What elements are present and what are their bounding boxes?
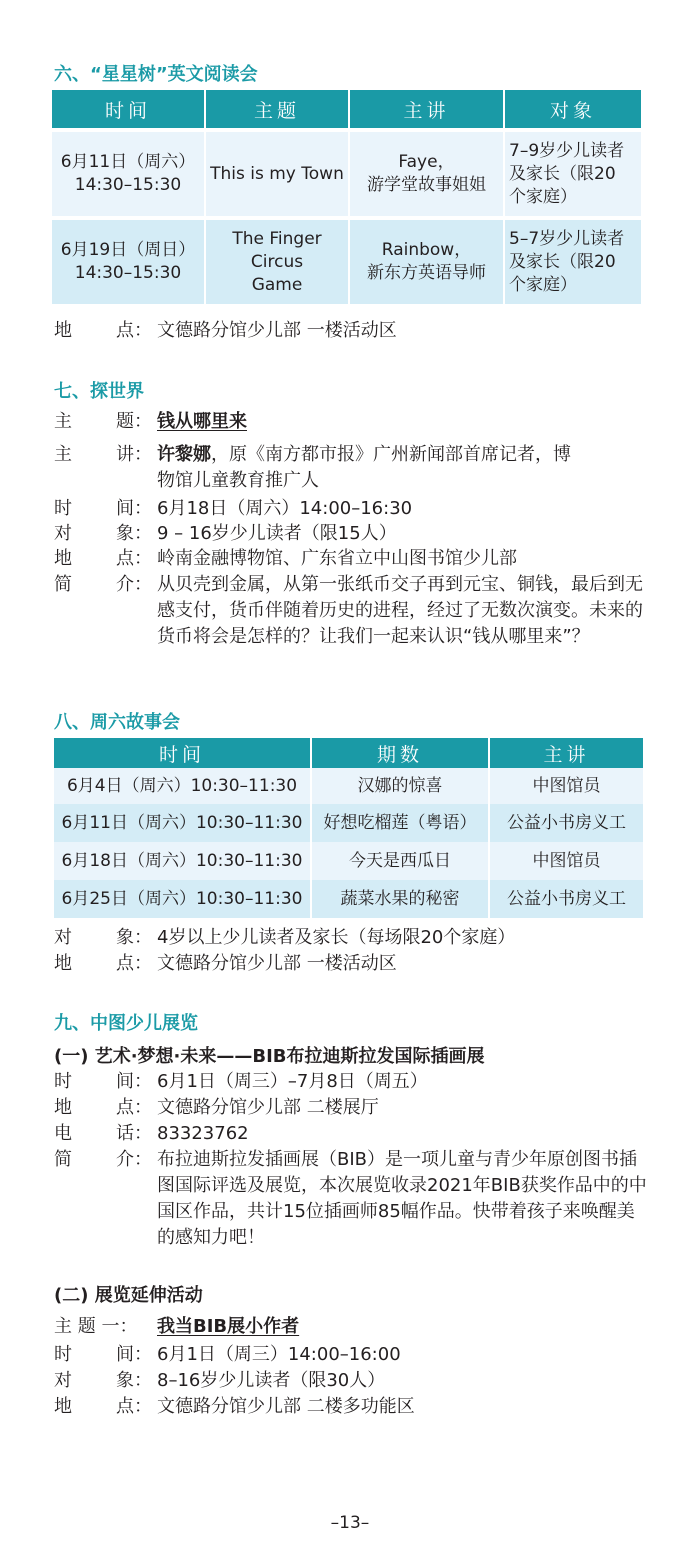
section-7-title: 七、探世界: [54, 381, 144, 402]
cell-speaker: 中图馆员: [490, 842, 643, 880]
location-value: 岭南金融博物馆、广东省立中山图书馆少儿部: [157, 548, 517, 569]
cell-topic: This is my Town: [206, 132, 348, 216]
table-row: [54, 804, 643, 842]
cell-issue: 蔬菜水果的秘密: [312, 880, 488, 918]
cell-audience-line: 及家长（限20: [509, 163, 616, 184]
cell-time: 6月18日（周六）10:30–11:30: [54, 842, 310, 880]
label-char: 地: [54, 320, 72, 341]
english-reading-table: [50, 90, 643, 304]
speaker-desc: ，原《南方都市报》广州新闻部首席记者，博: [211, 444, 571, 465]
col-header-time: 时间: [54, 738, 310, 768]
theme-value: 我当BIB展小作者: [157, 1316, 300, 1337]
cell-issue: 汉娜的惊喜: [312, 768, 488, 804]
cell-time-date: 6月11日（周六）: [60, 152, 196, 172]
cell-speaker-name: Faye，: [398, 152, 455, 172]
cell-speaker-role: 新东方英语导师: [367, 263, 486, 283]
cell-audience: [505, 132, 641, 216]
location-value: 文德路分馆少儿部 二楼展厅: [157, 1097, 379, 1118]
section-8-title: 八、周六故事会: [54, 712, 180, 733]
col-header-topic: 主题: [206, 90, 348, 128]
section-6-title: 六、“星星树”英文阅读会: [54, 64, 258, 85]
table-row: [54, 842, 643, 880]
cell-time: [52, 132, 204, 216]
audience-value: 9 – 16岁少儿读者（限15人）: [157, 523, 397, 544]
cell-issue: 今天是西瓜日: [312, 842, 488, 880]
location-value: 文德路分馆少儿部 一楼活动区: [157, 953, 397, 974]
col-header-speaker: 主讲: [350, 90, 503, 128]
s7-intro-text: 从贝壳到金属，从第一张纸币交子再到元宝、铜钱，最后到无感支付，货币伴随着历史的进程，经过了无数次演变。未来的货币将会是怎样的？让我们一起来认识“钱从哪里来”？: [157, 574, 643, 647]
col-header-issue: 期数: [312, 738, 488, 768]
table-row: [52, 132, 641, 216]
story-time-table: [52, 738, 645, 918]
location-value: 文德路分馆少儿部 二楼多功能区: [157, 1396, 415, 1417]
theme-label: 主 题 一：: [54, 1316, 138, 1337]
col-header-speaker: 主讲: [490, 738, 643, 768]
cell-audience-line: 个家庭）: [509, 274, 577, 295]
cell-topic-line: The Finger Circus: [232, 228, 322, 272]
col-header-time: 时间: [52, 90, 204, 128]
speaker-name: 许黎娜: [157, 444, 211, 465]
exhibition-subtitle: (一) 艺术·梦想·未来——BIB布拉迪斯拉发国际插画展: [54, 1046, 485, 1067]
cell-time: 6月4日（周六）10:30–11:30: [54, 768, 310, 804]
topic-value: 钱从哪里来: [157, 411, 247, 432]
page-number: –13–: [330, 1513, 370, 1533]
cell-time: [52, 220, 204, 304]
cell-issue: 好想吃榴莲（粤语）: [312, 804, 488, 842]
cell-audience-line: 及家长（限20: [509, 251, 616, 272]
label-char: 点：: [116, 320, 152, 341]
cell-speaker: 中图馆员: [490, 768, 643, 804]
cell-audience: [505, 220, 641, 304]
cell-time-date: 6月19日（周日）: [60, 240, 196, 260]
cell-speaker: [350, 220, 503, 304]
audience-value: 8–16岁少儿读者（限30人）: [157, 1370, 386, 1391]
s9-intro-text: 布拉迪斯拉发插画展（BIB）是一项儿童与青少年原创图书插图国际评选及展览，本次展览收录2021年BIB获奖作品中的中国区作品，共计15位插画师85幅作品。快带着孩子来唤醒美的感知力吧！: [157, 1149, 647, 1248]
cell-audience-line: 个家庭）: [509, 186, 577, 207]
cell-audience-line: 5–7岁少儿读者: [509, 228, 625, 249]
col-header-audience: 对象: [505, 90, 641, 128]
table-row: [52, 220, 641, 304]
table-row: [54, 880, 643, 918]
time-value: 6月1日（周三）14:00–16:00: [157, 1344, 401, 1365]
cell-time: 6月25日（周六）10:30–11:30: [54, 880, 310, 918]
cell-time-hours: 14:30–15:30: [74, 175, 182, 195]
speaker-desc-cont: 物馆儿童教育推广人: [157, 470, 319, 491]
cell-time: 6月11日（周六）10:30–11:30: [54, 804, 310, 842]
cell-speaker-role: 游学堂故事姐姐: [367, 175, 486, 195]
cell-speaker: [350, 132, 503, 216]
table-row: [54, 768, 643, 804]
extension-subtitle: (二) 展览延伸活动: [54, 1285, 203, 1306]
cell-speaker: 公益小书房义工: [490, 804, 643, 842]
time-value: 6月1日（周三）–7月8日（周五）: [157, 1071, 428, 1092]
cell-audience-line: 7–9岁少儿读者: [509, 140, 625, 161]
cell-speaker-name: Rainbow，: [381, 240, 472, 260]
cell-topic-line: Game: [251, 274, 303, 295]
phone-value: 83323762: [157, 1123, 249, 1144]
cell-topic: [206, 220, 348, 304]
audience-value: 4岁以上少儿读者及家长（每场限20个家庭）: [157, 927, 516, 948]
time-value: 6月18日（周六）14:00–16:30: [157, 498, 413, 519]
cell-speaker: 公益小书房义工: [490, 880, 643, 918]
section-9-title: 九、中图少儿展览: [54, 1013, 198, 1034]
cell-time-hours: 14:30–15:30: [74, 263, 182, 283]
location-value: 文德路分馆少儿部 一楼活动区: [157, 320, 397, 341]
